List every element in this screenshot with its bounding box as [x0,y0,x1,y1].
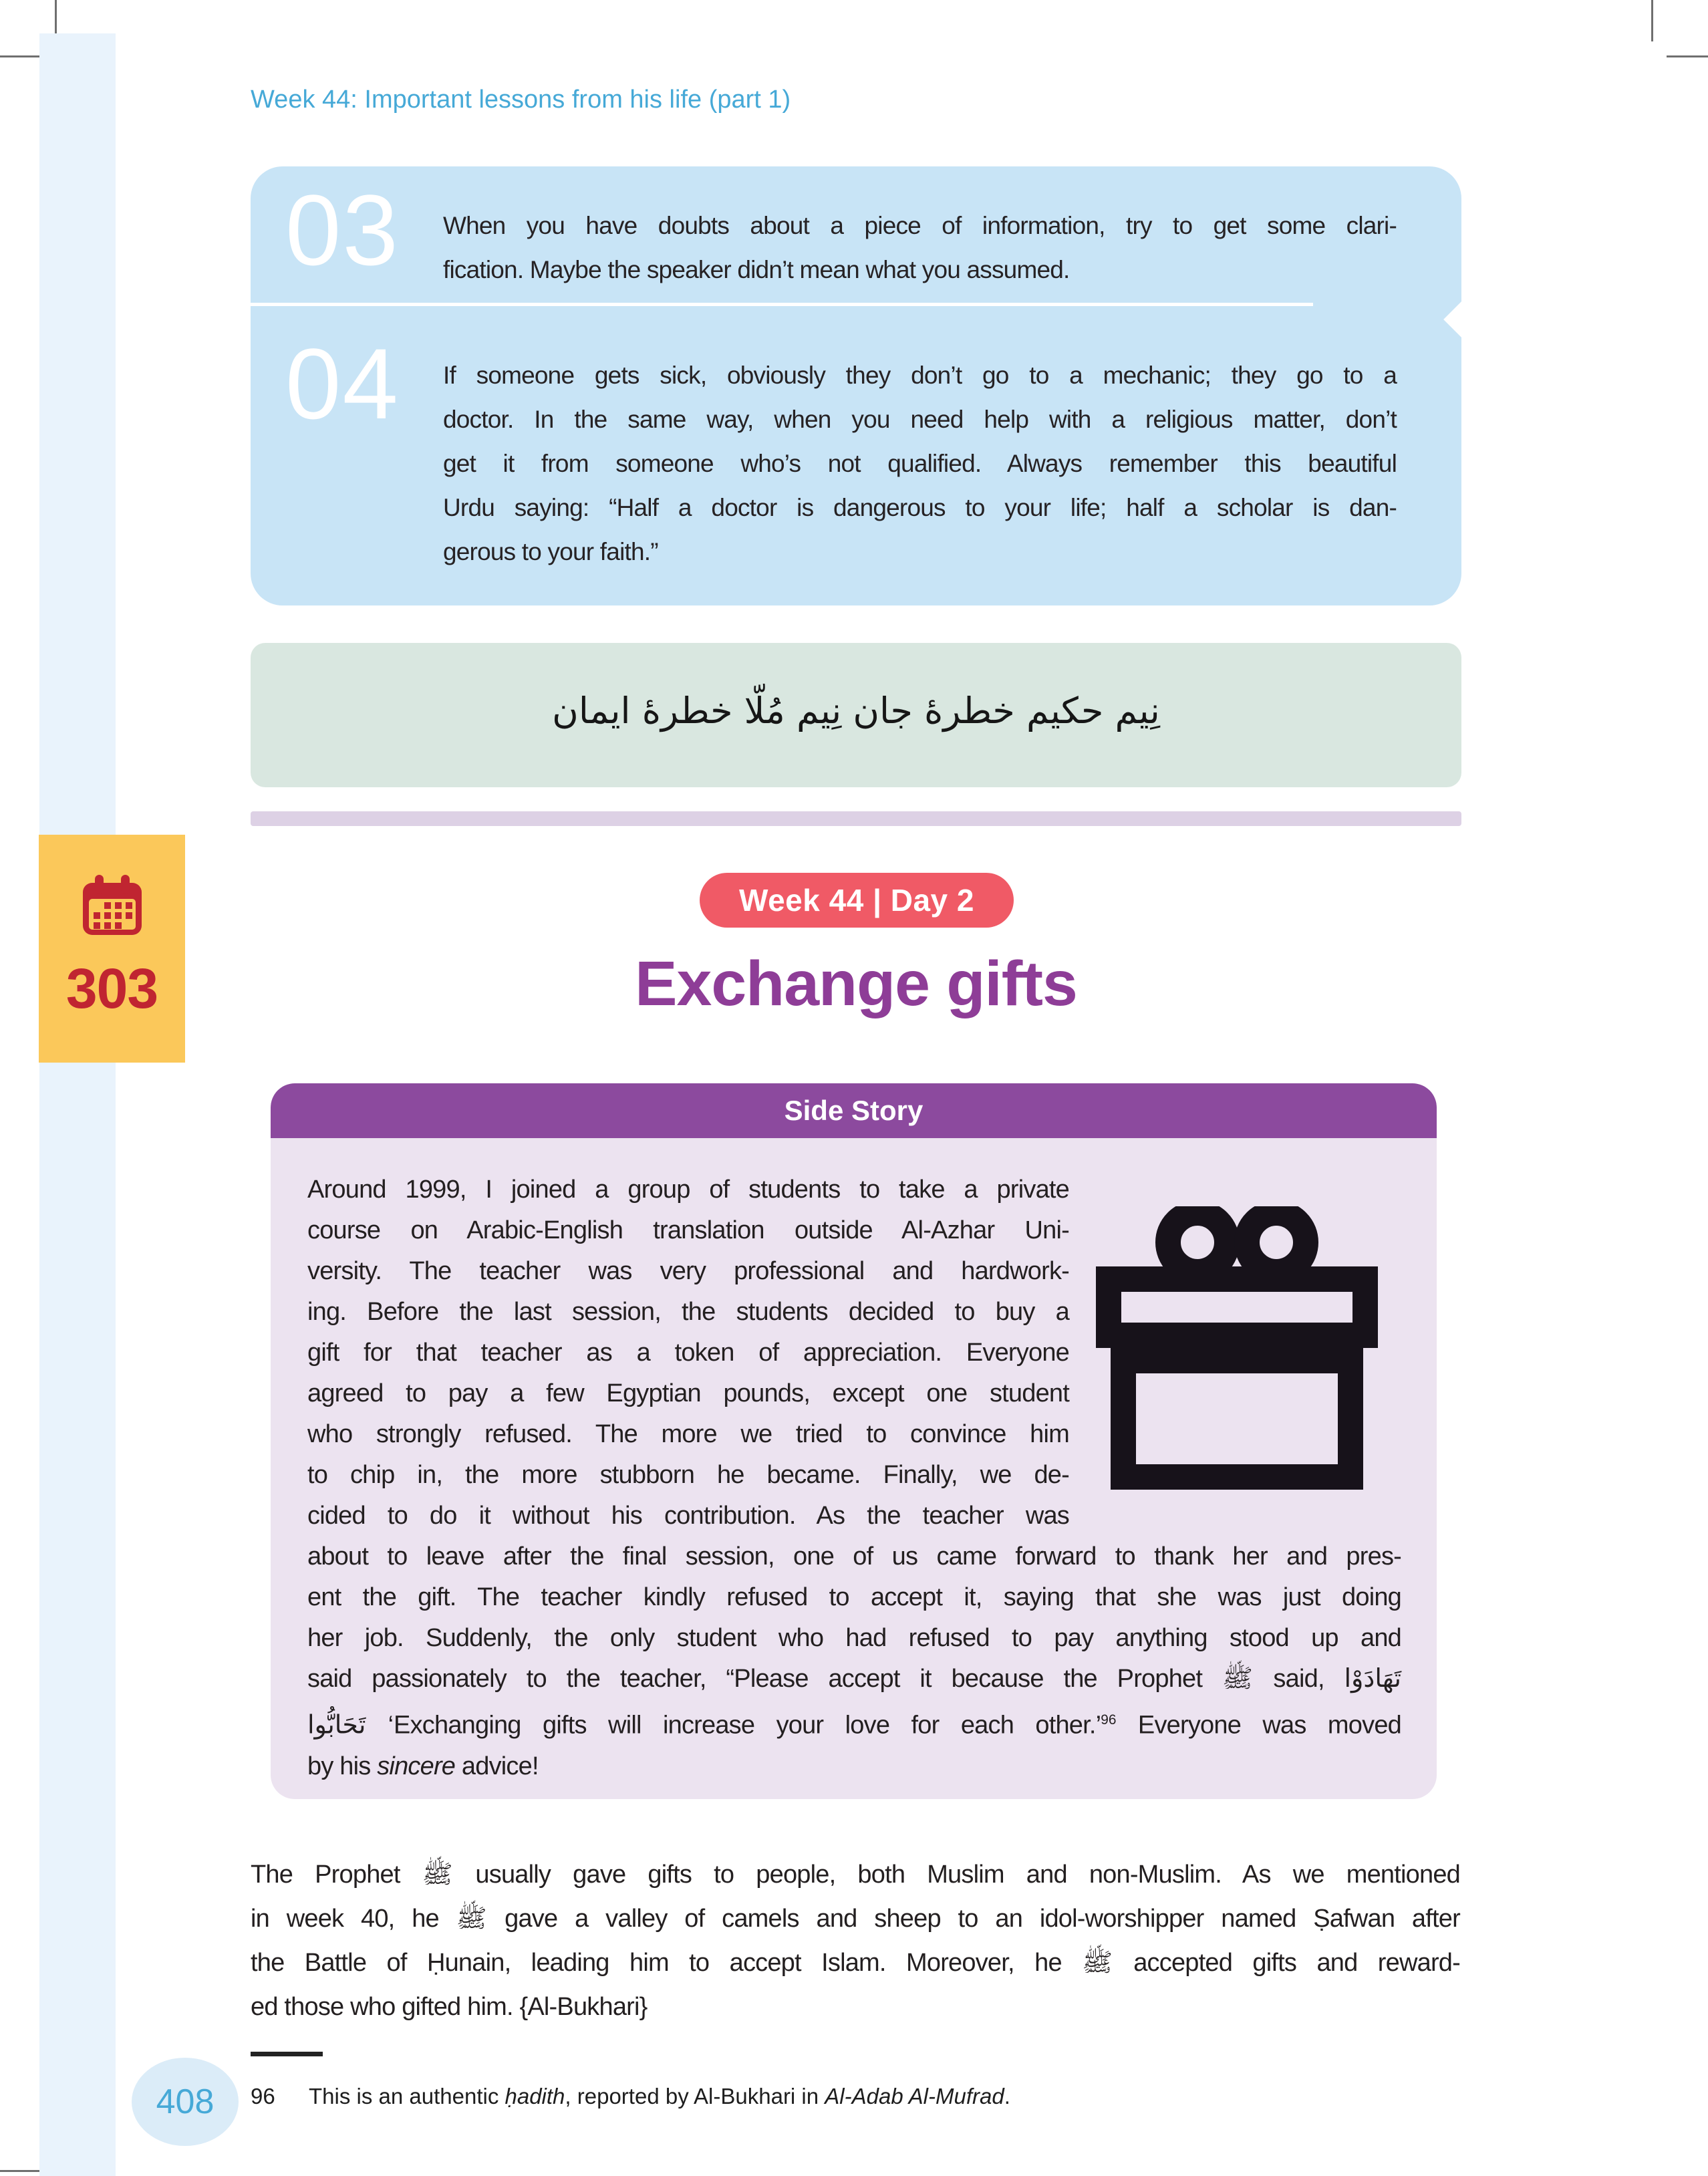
footnote-text: . [1004,2084,1010,2109]
story-line: to chip in, the more stubborn he became. Finally, we de- [307,1461,1069,1489]
body-paragraph [251,1853,1460,2029]
story-line: course on Arabic-English translation outside Al-Azhar Uni- [307,1216,1069,1244]
footnote-italic: ḥadith [505,2084,565,2109]
footnote [251,2084,1010,2109]
footnote-text: , reported by Al-Bukhari in [565,2084,825,2109]
body-line: The Prophet ﷺ usually gave gifts to people, both Muslim and non-Muslim. As we mentioned [251,1861,1460,1889]
lesson-number-03: 03 [285,174,400,286]
lesson-text-03 [443,204,1397,292]
side-story-header [271,1083,1437,1138]
story-line: Around 1999, I joined a group of students to take a private [307,1176,1069,1204]
arabic-phrase: تَحَابُّوا [307,1710,366,1740]
story-line [307,1699,1401,1746]
day-badge-label: Week 44 | Day 2 [739,883,974,918]
urdu-quote-box [251,643,1461,787]
story-line-text: Everyone was moved [1116,1711,1401,1740]
side-story-box [271,1083,1437,1799]
lesson-line: fication. Maybe the speaker didn’t mean what you assumed. [443,256,1070,283]
crop-mark-bottom-left-h [0,2170,41,2172]
story-line: gift for that teacher as a token of appreciation. Everyone [307,1339,1069,1367]
side-story-header-label: Side Story [784,1095,923,1126]
lavender-divider [251,811,1461,826]
story-line: her job. Suddenly, the only student who had refused to pay anything stood up and [307,1624,1401,1652]
urdu-quote: نِيم حکيم خطرهٔ جان نِيم مُلّا خطرهٔ ايمان [552,689,1160,732]
story-line: versity. The teacher was very professional and hardwork- [307,1257,1069,1285]
lesson-line: Urdu saying: “Half a doctor is dangerous to your life; half a scholar is dan- [443,494,1397,521]
story-line: said passionately to the teacher, “Please accept it because the Prophet ﷺ said, تَهَادَوْا [307,1665,1401,1693]
footnote-text: This is an authentic [309,2084,505,2109]
day-number: 303 [65,957,158,1020]
story-line: ing. Before the last session, the students decided to buy a [307,1298,1069,1326]
lesson-text-04 [443,354,1397,574]
body-line: ed those who gifted him. {Al-Bukhari} [251,1993,648,2021]
story-line: agreed to pay a few Egyptian pounds, except one student [307,1379,1069,1407]
day-badge [700,873,1014,928]
lesson-number-04: 04 [285,327,400,440]
lesson-line: get it from someone who’s not qualified. Always remember this beautiful [443,450,1397,477]
page-number-badge [132,2058,239,2146]
body-line: in week 40, he ﷺ gave a valley of camels and sheep to an idol-worshipper named Ṣafwan after [251,1905,1460,1933]
footnote-rule [251,2052,323,2056]
side-story-text [307,1170,1401,1787]
day-tab [39,835,185,1063]
page-title: Exchange gifts [635,948,1077,1019]
story-line: who strongly refused. The more we tried to convince him [307,1420,1069,1448]
story-line-text: advice! [455,1752,539,1780]
lesson-line: gerous to your faith.” [443,538,658,565]
calendar-icon [80,875,144,939]
lesson-line: If someone gets sick, obviously they don’t go to a mechanic; they go to a [443,362,1397,389]
page-number: 408 [156,2082,215,2121]
lesson-separator-notch [1443,301,1479,337]
story-line: cided to do it without his contribution. As the teacher was [307,1502,1069,1530]
lessons-box [251,166,1461,605]
lesson-line: doctor. In the same way, when you need help with a religious matter, don’t [443,406,1397,433]
body-line: the Battle of Ḥunain, leading him to accept Islam. Moreover, he ﷺ accepted gifts and reward- [251,1949,1460,1977]
footnote-marker: 96 [1101,1712,1117,1728]
story-line: ent the gift. The teacher kindly refused to accept it, saying that she was just doing [307,1583,1401,1611]
lesson-separator [251,303,1313,306]
story-line-text: ‘Exchanging gifts will increase your love for each other.’ [366,1711,1101,1740]
story-line: about to leave after the final session, one of us came forward to thank her and pres- [307,1542,1401,1571]
footnote-number: 96 [251,2084,275,2109]
crop-mark-top-right-v [1651,0,1653,41]
story-line-text: by his [307,1752,378,1780]
story-line [307,1746,1401,1787]
running-header: Week 44: Important lessons from his life (part 1) [251,86,791,114]
footnote-italic: Al-Adab Al-Mufrad [825,2084,1004,2109]
lesson-line: When you have doubts about a piece of information, try to get some clari- [443,212,1397,239]
left-margin-strip [39,33,116,2176]
crop-mark-top-right-h [1667,55,1708,57]
crop-mark-top-left-h [0,55,41,57]
story-line-italic: sincere [377,1752,456,1780]
